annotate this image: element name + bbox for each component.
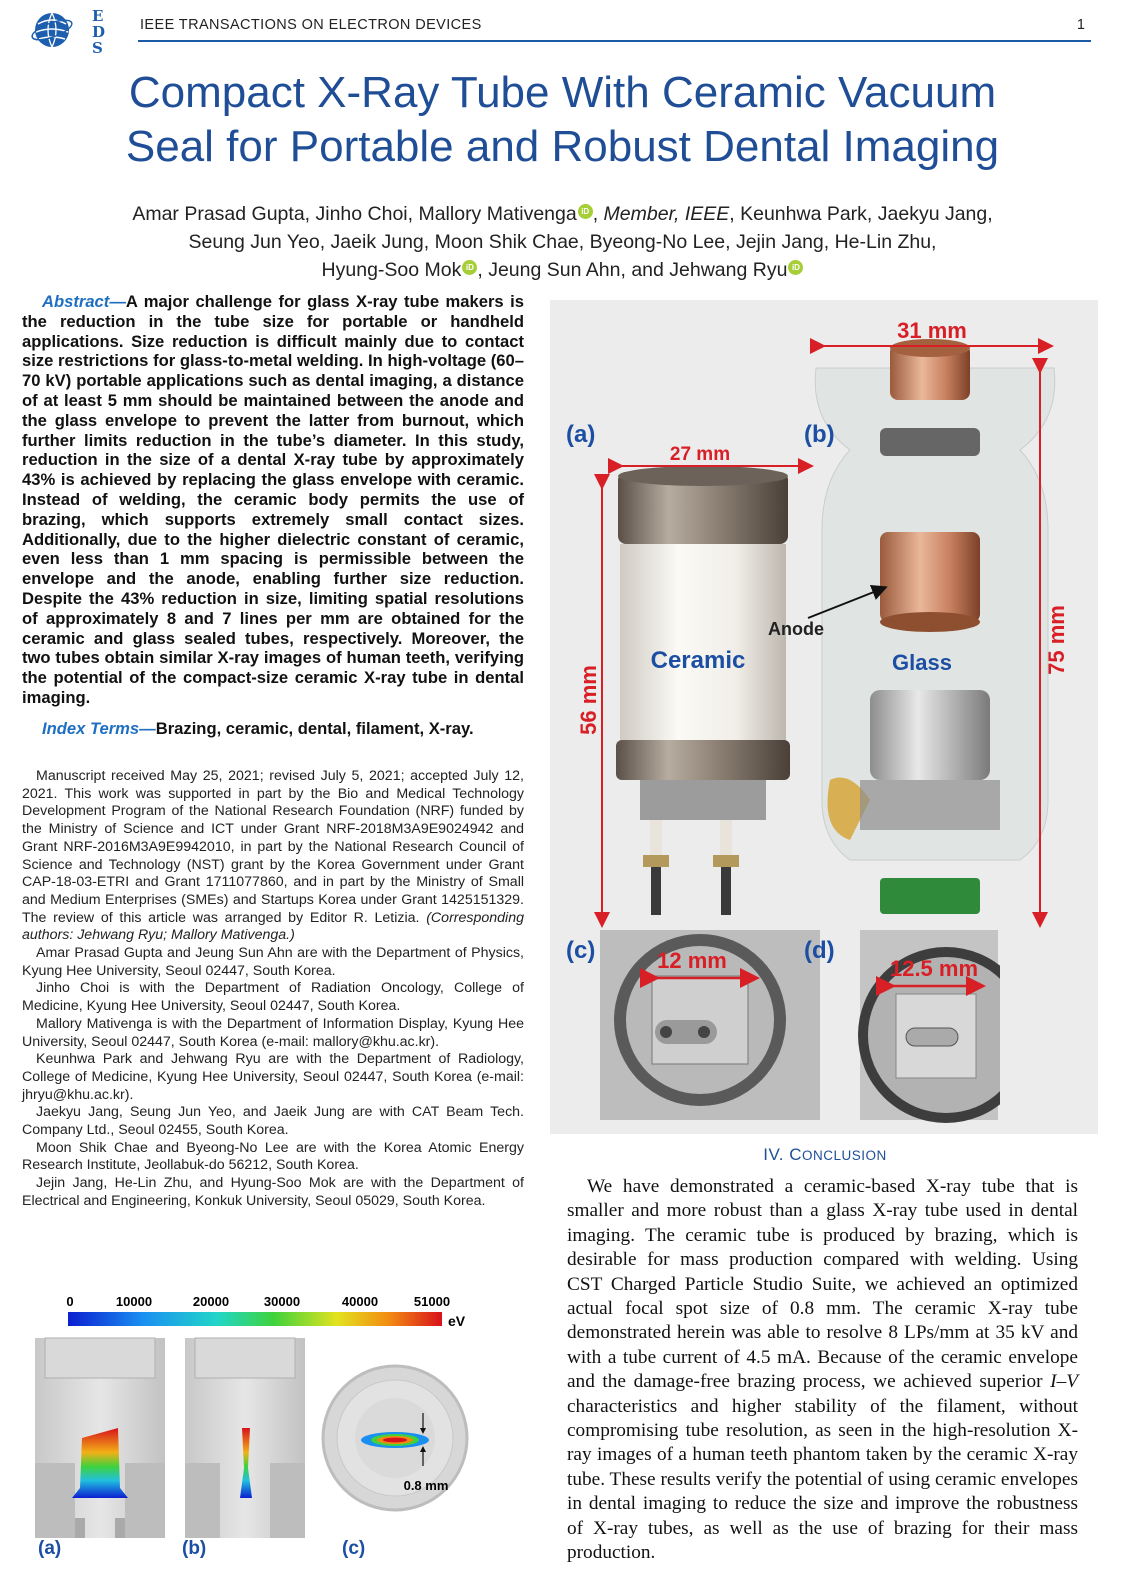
abstract bbox=[22, 292, 524, 708]
footnote-affiliation: Amar Prasad Gupta and Jeung Sun Ahn are with the Department of Physics, Kyung Hee University, Seoul 02447, South Korea. bbox=[22, 945, 524, 979]
dimension-27mm: 27 mm bbox=[669, 444, 731, 465]
sim-panel-b bbox=[182, 1338, 305, 1558]
dimension-12-5mm: 12.5 mm bbox=[889, 956, 979, 981]
panel-label-a: (a) bbox=[566, 421, 596, 448]
footnote-affiliation: Jinho Choi is with the Department of Radiation Oncology, College of Medicine, Kyung Hee University, Seoul 02447, South Korea. bbox=[22, 980, 524, 1015]
dimension-31mm: 31 mm bbox=[897, 318, 967, 343]
conclusion-iv: I–V bbox=[1050, 1371, 1078, 1393]
colorbar-tick: 51000 bbox=[413, 1294, 451, 1309]
section-title-initial: C bbox=[789, 1145, 802, 1164]
colorbar-unit: eV bbox=[448, 1313, 466, 1329]
logo-letter-s: S bbox=[92, 39, 103, 54]
footnote-affiliation: Jaekyu Jang, Seung Jun Yeo, and Jaeik Jung are with CAT Beam Tech. Company Ltd., Seoul 02455, South Korea. bbox=[22, 1104, 524, 1139]
conclusion-text-part2: characteristics and higher stability of the filament, without compromising tube resolution, as seen in the high-resolution X-ray images of a human teeth phantom taken by the ceramic X-ray tube. These results verify the potential of using ceramic envelopes in dental imaging to reduce the size and improve the robustness of X-ray tubes, as well as the use of brazing for their mass production. bbox=[567, 1395, 1078, 1564]
section-number: IV. bbox=[763, 1145, 790, 1164]
focal-spot-label: 0.8 mm bbox=[403, 1478, 449, 1493]
conclusion-text bbox=[567, 1175, 1078, 1566]
panel-label-c: (c) bbox=[342, 1538, 366, 1558]
index-terms bbox=[22, 719, 524, 739]
authors-line-3: Hyung-Soo Mok bbox=[321, 259, 462, 281]
sim-panel-a bbox=[35, 1338, 165, 1558]
authors-line-3-rest: , Jeung Sun Ahn, and Jehwang Ryu bbox=[477, 259, 788, 281]
beam-simulation-figure bbox=[30, 1288, 470, 1558]
colorbar-tick: 10000 bbox=[115, 1294, 153, 1309]
colorbar-gradient bbox=[68, 1312, 442, 1326]
label-glass: Glass bbox=[892, 650, 952, 675]
colorbar-tick: 0 bbox=[66, 1294, 74, 1309]
footnote-affiliation: Mallory Mativenga is with the Department of Information Display, Kyung Hee University, Seoul 02447, South Korea (e-mail: mallory@khu.ac.kr). bbox=[22, 1015, 524, 1050]
footnote-affiliation: Jejin Jang, He-Lin Zhu, and Hyung-Soo Mok are with the Department of Electrical and Engineering, Konkuk University, Seoul 05029, South Korea. bbox=[22, 1175, 524, 1209]
label-anode: Anode bbox=[768, 619, 824, 639]
footnote-manuscript-text: Manuscript received May 25, 2021; revised July 5, 2021; accepted July 12, 2021. This work was supported in part by the Bio and Medical Technology Development Program of the National Research Foundation (NRF) funded by the Ministry of Science and ICT under Grant NRF-2018M3A9E9024942 and Grant NRF-2016M3A9E9942010, in part by the National Research Council of Science and Technology (NST) grant by the Korea Government under Grant CAP-18-03-ETRI and Grant 1711077860, and in part by the Ministry of Small and Medium Enterprises (SMEs) and Startups Korea under Grant 1425151329. The review of this article was arranged by Editor R. Letizia. bbox=[22, 768, 524, 926]
sim-panel-c bbox=[323, 1366, 467, 1558]
dimension-75mm: 75 mm bbox=[1044, 605, 1069, 675]
page-number: 1 bbox=[1076, 17, 1085, 33]
title-line-1: Compact X-Ray Tube With Ceramic Vacuum bbox=[128, 68, 997, 117]
header-rule bbox=[138, 40, 1091, 42]
colorbar-tick: 40000 bbox=[341, 1294, 379, 1309]
author-list bbox=[40, 200, 1085, 284]
logo-letter-e: E bbox=[92, 7, 104, 25]
glass-tube-photo bbox=[815, 339, 1055, 914]
section-heading-conclusion bbox=[552, 1145, 1098, 1165]
panel-label-b: (b) bbox=[182, 1538, 207, 1558]
dimension-12mm: 12 mm bbox=[657, 948, 727, 973]
panel-label-a: (a) bbox=[38, 1538, 62, 1558]
footnote-manuscript bbox=[22, 768, 524, 945]
panel-label-d: (d) bbox=[804, 937, 835, 964]
member-ieee: Member, IEEE bbox=[603, 203, 730, 225]
authors-line-2: Seung Jun Yeo, Jaeik Jung, Moon Shik Chae, Byeong-No Lee, Jejin Jang, He-Lin Zhu, bbox=[188, 231, 937, 253]
abstract-label: Abstract— bbox=[42, 292, 126, 311]
orcid-icon[interactable]: iD bbox=[788, 260, 803, 275]
xray-tube-photo-figure bbox=[550, 300, 1098, 1134]
panel-label-c: (c) bbox=[566, 937, 596, 964]
orcid-icon[interactable]: iD bbox=[578, 204, 593, 219]
eds-society-logo bbox=[30, 6, 125, 54]
footnote-affiliation: Moon Shik Chae and Byeong-No Lee are with the Korea Atomic Energy Research Institute, Jeollabuk-do 56212, South Korea. bbox=[22, 1139, 524, 1174]
colorbar-tick: 20000 bbox=[192, 1294, 230, 1309]
index-terms-label: Index Terms— bbox=[42, 719, 156, 738]
paper-title bbox=[40, 66, 1085, 174]
authors-sep: , bbox=[592, 203, 604, 225]
index-terms-text: Brazing, ceramic, dental, filament, X-ray. bbox=[155, 719, 474, 738]
colorbar-tick: 30000 bbox=[263, 1294, 301, 1309]
dimension-56mm: 56 mm bbox=[576, 665, 601, 735]
orcid-icon[interactable]: iD bbox=[462, 260, 477, 275]
panel-label-b: (b) bbox=[804, 421, 835, 448]
title-line-2: Seal for Portable and Robust Dental Imaging bbox=[125, 122, 1000, 171]
footnote-affiliation: Keunhwa Park and Jehwang Ryu are with the Department of Radiology, College of Medicine, Kyung Hee University, Seoul 02447, South Korea (e-mail: jhryu@khu.ac.kr). bbox=[22, 1051, 524, 1103]
authors-line-1-rest: , Keunhwa Park, Jaekyu Jang, bbox=[729, 203, 993, 225]
abstract-text: A major challenge for glass X-ray tube makers is the reduction in the tube size for portable or handheld applications. Size reduction is difficult mainly due to contact size restrictions for glass-to-metal welding. In high-voltage (60–70 kV) portable applications such as dental imaging, a distance of at least 5 mm should be maintained between the anode and the glass envelope to prevent the latter from burnout, which further limits reduction in the tube’s diameter. In this study, reduction in the size of a dental X-ray tube by approximately 43% is achieved by replacing the glass envelope with ceramic. Instead of welding, the ceramic body permits the use of brazing, which supports extremely small contact sizes. Additionally, due to the higher dielectric constant of ceramic, even less than 1 mm spacing is permissible between the envelope and the anode, enabling further size reduction. Despite the 43% reduction in size, limiting spatial resolutions of approximately 8 and 7 lines per mm are obtained for the ceramic and glass sealed tubes, respectively. Moreover, the two tubes obtain similar X-ray images of human teeth, verifying the potential of the compact-size ceramic X-ray tube in dental imaging. bbox=[22, 292, 524, 707]
footnotes bbox=[22, 768, 524, 1211]
logo-letter-d: D bbox=[92, 23, 106, 41]
journal-name: IEEE TRANSACTIONS ON ELECTRON DEVICES bbox=[140, 17, 482, 33]
colorbar bbox=[66, 1294, 465, 1329]
corresponding-authors: (Corresponding authors: Jehwang Ryu; Mallory Mativenga.) bbox=[22, 909, 524, 944]
authors-line-1: Amar Prasad Gupta, Jinho Choi, Mallory Mativenga bbox=[132, 203, 577, 225]
conclusion-text-part1: We have demonstrated a ceramic-based X-ray tube that is smaller and more robust than a glass X-ray tube used in dental imaging. The ceramic tube is produced by brazing, which is desirable for mass production compared with welding. Using CST Charged Particle Studio Suite, we achieved an optimized actual focal spot size of 0.8 mm. The ceramic X-ray tube demonstrated herein was able to resolve 8 LPs/mm at 35 kV and with a tube current of 4.5 mA. Because of the ceramic envelope and the damage-free brazing process, we achieved superior bbox=[567, 1176, 1078, 1393]
label-ceramic: Ceramic bbox=[650, 647, 746, 674]
section-title-rest: ONCLUSION bbox=[801, 1148, 887, 1163]
